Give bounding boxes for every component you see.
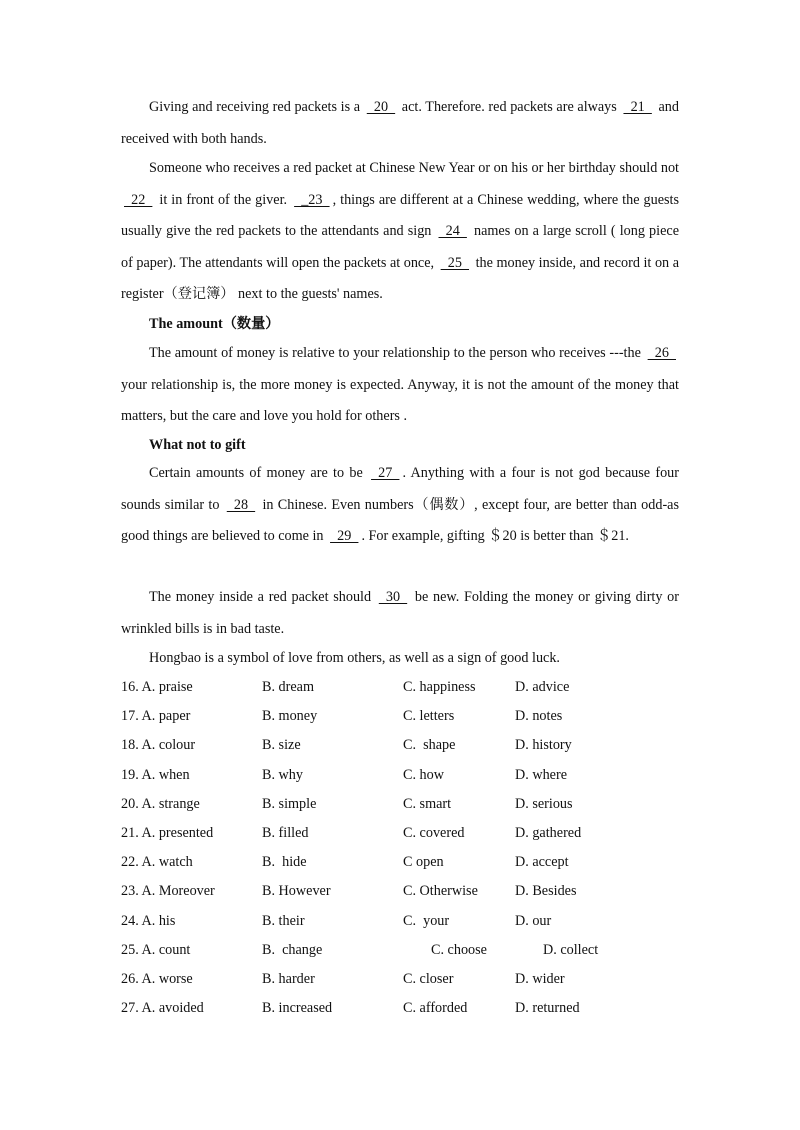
option-d: D. wider bbox=[515, 971, 565, 987]
paragraph-amount bbox=[121, 338, 679, 433]
option-b: B. simple bbox=[262, 795, 317, 812]
option-a: 17. A. paper bbox=[121, 708, 191, 725]
option-row bbox=[0, 852, 800, 872]
option-a: 27. A. avoided bbox=[121, 1000, 204, 1017]
answer-blank: 22 bbox=[124, 191, 153, 208]
option-b: B. money bbox=[262, 708, 318, 725]
option-c: C. letters bbox=[403, 708, 455, 725]
option-a: 20. A. strange bbox=[121, 795, 200, 812]
option-c: C. afforded bbox=[403, 1000, 468, 1017]
answer-blank: 30 bbox=[378, 589, 408, 605]
option-b: B. why bbox=[262, 766, 303, 783]
option-c: C. shape bbox=[403, 737, 456, 754]
answer-blank: 28 bbox=[226, 496, 256, 513]
option-b: B. However bbox=[262, 883, 331, 900]
option-c: C. happiness bbox=[403, 679, 476, 695]
option-row bbox=[0, 911, 800, 931]
answer-blank: 25 bbox=[440, 254, 470, 271]
paragraph-text: Hongbao is a symbol of love from others, as well as a sign of good luck. bbox=[149, 650, 560, 666]
answer-blank: 26 bbox=[647, 345, 676, 361]
option-row bbox=[0, 969, 800, 989]
paragraph-text: your relationship is, the more money is expected. Anyway, it is not the amount of the money that matters, but the care and love you hold for others . bbox=[121, 376, 679, 424]
option-d: D. advice bbox=[515, 679, 570, 695]
option-b: B. size bbox=[262, 737, 301, 754]
paragraph-text: . Anything with a four is not god because four sounds similar to bbox=[121, 465, 679, 513]
option-c: C. how bbox=[403, 766, 444, 783]
answer-blank: 29 bbox=[330, 528, 359, 544]
heading-amount: The amount（数量） bbox=[149, 316, 280, 332]
option-row bbox=[0, 940, 800, 960]
option-d: D. history bbox=[515, 737, 572, 754]
paragraph-text: Certain amounts of money are to be bbox=[149, 465, 369, 481]
option-c: C open bbox=[403, 854, 444, 871]
option-c: C. covered bbox=[403, 825, 465, 841]
paragraph-text: be new. Folding the money or giving dirty or wrinkled bills is in bad taste. bbox=[121, 589, 679, 637]
option-a: 22. A. watch bbox=[121, 854, 193, 871]
option-a: 21. A. presented bbox=[121, 825, 214, 841]
paragraph-text: names on a large scroll ( long piece of paper). The attendants will open the packets at once, bbox=[121, 223, 679, 271]
option-row bbox=[0, 765, 800, 785]
option-row bbox=[0, 823, 800, 843]
paragraph-text: act. Therefore. red packets are always bbox=[398, 99, 621, 115]
paragraph-numbers bbox=[121, 458, 679, 553]
answer-blank: 24 bbox=[438, 223, 467, 239]
option-d: D. Besides bbox=[515, 883, 577, 900]
option-a: 24. A. his bbox=[121, 912, 176, 929]
paragraph-giving bbox=[121, 92, 679, 155]
paragraph-wedding bbox=[121, 153, 679, 311]
answer-blank: 27 bbox=[371, 465, 400, 481]
option-c: C. your bbox=[403, 912, 450, 929]
option-a: 23. A. Moreover bbox=[121, 883, 215, 900]
paragraph-text: The amount of money is relative to your relationship to the person who receives ---the bbox=[149, 345, 645, 361]
paragraph-text: , things are different at a Chinese wedding, where the guests usually give the red packets to the attendants and sign bbox=[121, 191, 680, 239]
option-c: C. Otherwise bbox=[403, 883, 478, 900]
option-d: D. serious bbox=[515, 795, 573, 812]
option-row bbox=[0, 998, 800, 1018]
paragraph-symbol bbox=[121, 643, 679, 673]
paragraph-text: Someone who receives a red packet at Chinese New Year or on his or her birthday should not bbox=[149, 160, 679, 176]
option-d: D. returned bbox=[515, 1000, 580, 1017]
paragraph-text: the money inside, and record it on a register（登记簿） next to the guests' names. bbox=[121, 254, 679, 302]
option-b: B. increased bbox=[262, 1000, 333, 1017]
option-a: 26. A. worse bbox=[121, 971, 193, 987]
paragraph-text: and received with both hands. bbox=[121, 99, 679, 147]
option-a: 16. A. praise bbox=[121, 679, 193, 695]
paragraph-text: The money inside a red packet should bbox=[149, 589, 376, 605]
option-c: C. smart bbox=[403, 795, 452, 812]
answer-blank: 21 bbox=[623, 99, 652, 115]
answer-blank: _23 bbox=[294, 191, 330, 208]
paragraph-text: Giving and receiving red packets is a bbox=[149, 99, 364, 115]
option-b: B. filled bbox=[262, 825, 309, 841]
answer-blank: 20 bbox=[366, 99, 396, 115]
option-d: D. where bbox=[515, 766, 567, 783]
option-row bbox=[0, 735, 800, 755]
option-b: B. their bbox=[262, 912, 305, 929]
option-d: D. collect bbox=[543, 941, 599, 958]
paragraph-text: it in front of the giver. bbox=[155, 191, 292, 208]
option-d: D. accept bbox=[515, 854, 569, 871]
option-b: B. hide bbox=[262, 854, 307, 871]
option-c: C. choose bbox=[431, 941, 487, 958]
paragraph-text: in Chinese. Even numbers（偶数）, except four, are better than odd-as good things are believed to come in bbox=[121, 496, 679, 544]
option-a: 25. A. count bbox=[121, 941, 191, 958]
option-b: B. harder bbox=[262, 971, 315, 987]
option-a: 19. A. when bbox=[121, 766, 190, 783]
option-row bbox=[0, 677, 800, 697]
option-d: D. our bbox=[515, 912, 552, 929]
option-b: B. dream bbox=[262, 679, 315, 695]
paragraph-new-money bbox=[121, 582, 679, 645]
option-a: 18. A. colour bbox=[121, 737, 196, 754]
option-row bbox=[0, 794, 800, 814]
option-row bbox=[0, 881, 800, 901]
option-d: D. gathered bbox=[515, 825, 582, 841]
paragraph-text: . For example, gifting ＄20 is better than ＄21. bbox=[361, 528, 629, 544]
heading-not-gift: What not to gift bbox=[149, 437, 246, 453]
option-c: C. closer bbox=[403, 971, 454, 987]
option-b: B. change bbox=[262, 941, 323, 958]
option-d: D. notes bbox=[515, 708, 563, 725]
option-row bbox=[0, 706, 800, 726]
